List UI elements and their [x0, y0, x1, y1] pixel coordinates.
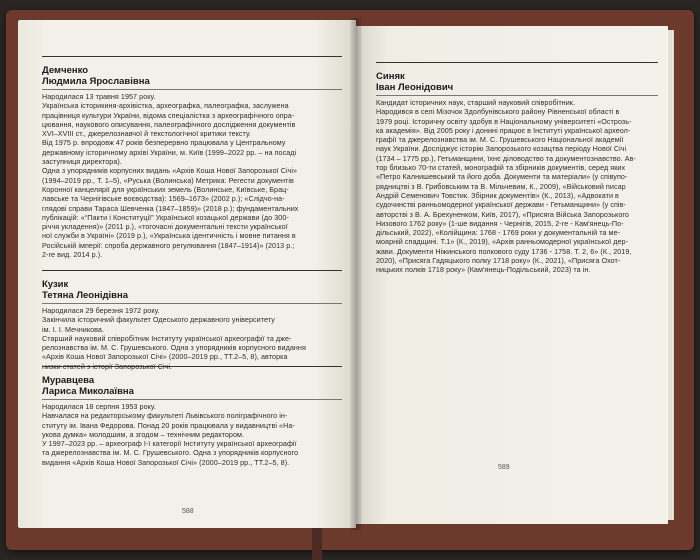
entry-name-rule [42, 399, 342, 400]
entry-name-rule [376, 95, 658, 96]
text-line: релознавства ім. М. С. Грушевського. Одна з упорядників корпусного видання [42, 343, 306, 353]
text-line: Низового 1762 року» (1-ше видання - Чернігів, 2015, 2-ге - Кам'янець-По- [376, 218, 624, 228]
text-line: ницьких полків 1718 року» (Кам'янець-Подільський, 2023) та ін. [376, 265, 591, 275]
entry-body [42, 92, 342, 259]
text-line: рядництві з В. Грибовським та В. Мільчевим, К., 2009), «Військовий писар [376, 181, 626, 191]
text-line: Кандидат історичних наук, старший науковий співробітник. [376, 98, 575, 107]
text-line: (1994–2019 рр., Т. 1–5), «Руська (Волинська) Метрика: Регести документів [42, 175, 294, 185]
text-line: ім. І. І. Мечникова. [42, 324, 105, 334]
entry-top-rule [42, 366, 342, 367]
text-line: ституту ім. Івана Федорова. Понад 20 років працювала у видавництві «На- [42, 420, 295, 430]
text-line: Навчалася на редакторському факультеті Львівського поліграфічного ін- [42, 411, 288, 421]
entry-given-name: Іван Леонідович [376, 82, 454, 93]
book-spine-shadow [350, 18, 362, 530]
text-line: дільський, 2022), «Колійщина: 1768 - 1769 роки у документальній та ме- [376, 228, 621, 238]
text-line: Від 1975 р. впродовж 47 років безперервно працювала у Центральному [42, 138, 286, 148]
entry-given-name: Лариса Миколаївна [42, 386, 134, 397]
text-line: Народилася 18 серпня 1953 року. [42, 402, 156, 411]
text-line: Народилася 13 травня 1957 року. [42, 92, 156, 101]
text-line: (1734 – 1775 рр.), Гетьманщини, їхнє діловодство та документознавство. Ав- [376, 153, 636, 163]
text-line: заступниця директора). [42, 157, 122, 167]
text-line: «Архів Коша Нової Запорозької Січі» (2000–2019 рр., ТТ.2–5, 8), авторка [42, 352, 288, 362]
bio-entry-kuzyk [42, 270, 342, 371]
entry-body [42, 306, 342, 371]
text-line: низки статей з історії Запорозької Січі. [42, 361, 173, 371]
text-line: Російській імперії: спроба державного регулювання (1847–1914)» (2013 р.; [42, 240, 295, 250]
text-line: глядові справи Тараса Шевченка (1847–1859)» (2018 р.); фундаментальних [42, 203, 299, 213]
text-line: Коронної канцелярії для українських земель (Волинське, Київське, Брац- [42, 184, 289, 194]
bio-entry-muravtseva [42, 366, 342, 467]
text-line: Закінчила історичний факультет Одеського державного університету [42, 315, 275, 325]
text-line: судочинстві ранньомодерної української держави - Гетьманщини» (у спів- [376, 200, 626, 210]
text-line: моарній спадщині. Т.1» (К., 2019), «Архів ранньомодерної української дер- [376, 237, 629, 247]
text-line: видання «Архів Коша Нової Запорозької Січі» (2000–2019 рр., ТТ.2–5, 8). [42, 457, 290, 467]
text-line: публікацій: «“Пакти і Конституції” Української козацької держави (до 300- [42, 212, 289, 222]
text-line: «Петро Калнишевський та його доба. Документи та матеріали» (у співупо- [376, 172, 628, 182]
entry-name-rule [42, 303, 342, 304]
text-line: XVI–XVIII ст., джерелознавчої й текстологічної критики тексту. [42, 129, 251, 139]
text-line: Українська історикиня-архівістка, археографка, палеографка, заслужена [42, 101, 289, 111]
text-line: ної служби в Україні» (2019 р.), «Українська ідентичність і мовне питання в [42, 231, 296, 241]
entry-given-name: Людмила Ярославівна [42, 76, 150, 87]
entry-surname: Муравцева [42, 375, 95, 386]
entry-name-rule [42, 89, 342, 90]
text-line: державному історичному архіві України, м. Київ (1999–2022 рр. – на посаді [42, 147, 297, 157]
text-line: Народився в селі Мізочок Здолбунівського району Рівненської області в [376, 107, 620, 117]
left-page [18, 20, 356, 528]
text-line: 2-ге вид. 2014 р.). [42, 250, 103, 260]
text-line: укова думка» молодшим, а згодом – технічним редактором. [42, 429, 245, 439]
text-line: тор близько 70-ти статей, монографій та збірників документів, серед яких [376, 163, 626, 173]
text-line: графії та джерелознавства ім. М. С. Грушевського Національної академії [376, 135, 624, 145]
entry-surname: Кузик [42, 279, 69, 290]
text-line: жави. Документи Ніжинського полкового суду 1736 - 1758. Т. 2, 6» (К., 2019, [376, 246, 632, 256]
text-line: 2020), «Присяга Гадяцького полку 1718 року» (К., 2021), «Присяга Охот- [376, 256, 621, 266]
right-page [356, 26, 668, 524]
text-line: Одна з упорядників корпусних видань «Архів Коша Нової Запорозької Січі» [42, 166, 298, 176]
bio-entry-demchenko [42, 56, 342, 259]
text-line: Народилася 29 березня 1972 року. [42, 306, 160, 315]
text-line: наук України. Досліджує історію Запорозького козацтва періоду Нової Січі [376, 144, 627, 154]
entry-body [376, 98, 658, 275]
text-line: 1979 році. Історичну освіту здобув в Національному університеті «Острозь- [376, 116, 632, 126]
text-line: авторстві з В. А. Брехуненком, Київ, 2017), «Присяга Війська Запорозького [376, 209, 629, 219]
text-line: та джерелознавства ім. М. С. Грушевського. Одна з упорядників корпусного [42, 448, 299, 458]
entry-given-name: Тетяна Леонідівна [42, 290, 129, 301]
page-number: 588 [182, 508, 194, 515]
text-line: Старший науковий співробітник Інституту української археографії та дже- [42, 333, 292, 343]
entry-top-rule [42, 270, 342, 271]
text-line: Андрій Семенович Товстик. Збірник документів» (К., 2013), «Адвокати в [376, 190, 619, 200]
text-line: лавське та Чернігівське воєводства): 1569–1673» (2002 р.); «Слідчо-на- [42, 194, 285, 204]
entry-surname: Демченко [42, 65, 89, 76]
text-line: ка академія». Від 2005 року і донині працює в Інституті української археол- [376, 125, 631, 135]
text-line: У 1997–2023 рр. – археограф I-ї категорії Інституту української археографії [42, 439, 297, 449]
text-line: працівниця культури України, відома спеціалістка з археографічного опра- [42, 110, 295, 120]
text-line: річчя укладення)» (2011 р.), «тогочасні документальні тексти української [42, 222, 288, 232]
entry-top-rule [376, 62, 658, 63]
text-line: цювання, наукового описування, палеографічного дослідження документів [42, 119, 296, 129]
entry-top-rule [42, 56, 342, 57]
entry-body [42, 402, 342, 467]
page-number: 589 [498, 464, 510, 471]
bio-entry-syniak [376, 62, 658, 275]
entry-surname: Синяк [376, 71, 405, 82]
